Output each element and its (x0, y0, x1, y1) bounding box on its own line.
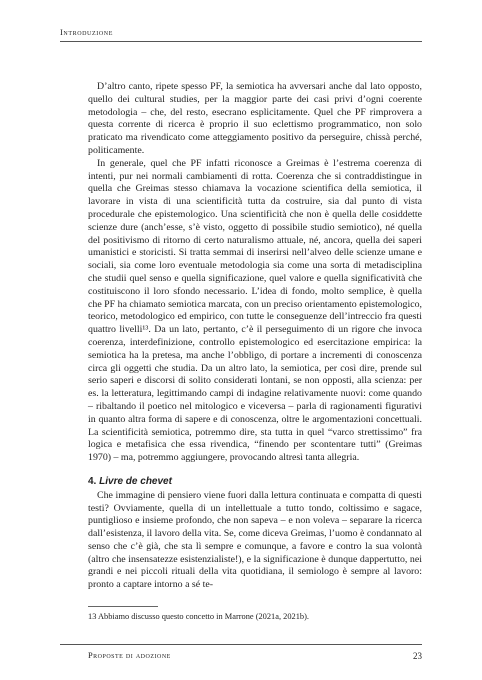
footnote-divider (88, 606, 158, 607)
footnote: 13 Abbiamo discusso questo concetto in Marrone (2021a, 2021b). (88, 612, 309, 621)
paragraph-3: Che immagine di pensiero viene fuori dalla lettura continuata e compatta di questi testi? Ovviamente, quella di un intellettuale a tutto tondo, coltissimo e sagace, puntiglioso e insieme profondo, che non sapeva – e non voleva – separare la ricerca dall’esistenza, il lavoro della vita. Se, come diceva Greimas, l’uomo è condannato al senso che c’è già, che sta lì sempre e comunque, a favore e contro la sua volontà (altro che insensatezze esistenzialiste!), e la significazione è dunque dappertutto, nei grandi e nei piccoli rituali della vita quotidiana, il semiologo è sempre al lavoro: pronto a captare intorno a sé te- (88, 489, 422, 591)
paragraph-2: In generale, quel che PF infatti riconosce a Greimas è l’estrema coerenza di intenti, pur nei normali cambiamenti di rotta. Coerenza che si contraddistingue in quella che Greimas stesso chiamava la vocazione scientifica della semiotica, il lavorare in vista di una scientificità tutta da costruire, sia dal punto di vista procedurale che epistemologico. Una scientificità che non è quella delle cosiddette scienze dure (anch’esse, s’è visto, oggetto di possibile studio semiotico), né quella del positivismo di ritorno di certo naturalismo attuale, né, ancora, quella dei saperi umanistici e storicisti. Si tratta semmai di inserirsi nell’alveo delle scienze umane e sociali, sia come loro eventuale metodologia sia come una sorta di metadisciplina che studii quel senso e quella significazione, quel valore e quella significatività che costituiscono il loro sfondo necessario. L’idea di fondo, molto semplice, è quella che PF ha chiamato semiotica marcata, con un preciso orientamento epistemologico, teorico, metodologico ed empirico, con tutte le conseguenze dell’intreccio fra questi quattro livelli¹³. Da un lato, pertanto, c’è il perseguimento di un rigore che invoca coerenza, interdefinizione, controllo epistemologico ed esercitazione empirica: la semiotica ha la pretesa, ma anche l’obbligo, di portare a incrementi di conoscenza circa gli oggetti che studia. Da un altro lato, la semiotica, per così dire, prende sul serio saperi e discorsi di solito considerati lontani, se non opposti, alla scienza: per es. la letteratura, legittimando campi di indagine relativamente nuovi: come quando – ribaltando il poetico nel mitologico e viceversa – parla di ragionamenti figurativi in quanto altra forma di sapere e di conoscenza, oltre le argomentazioni concettuali. La scientificità semiotica, potremmo dire, sta tutta in quel “varco strettissimo” fra logica e metafisica che essa rivendica, “finendo per scontentare tutti” (Greimas 1970) – ma, potremmo aggiungere, provocando altresì tanta allegria. (88, 157, 422, 464)
paragraph-1: D’altro canto, ripete spesso PF, la semiotica ha avversari anche dal lato opposto, quello dei cultural studies, per la maggior parte dei casi privi d’ogni coerente metodologia – che, del resto, esecrano esplicitamente. Quel che PF rimprovera a questa corrente di ricerca è proprio il suo eclettismo programmatico, non solo praticato ma rivendicato come atteggiamento positivo da perseguire, chissà perché, politicamente. (88, 81, 422, 156)
footer-divider (60, 644, 422, 645)
main-text (88, 81, 422, 592)
section-heading (88, 476, 422, 489)
section-title: Livre de chevet (99, 475, 172, 487)
header-divider (60, 41, 422, 42)
running-foot: Proposte di adozione (88, 651, 171, 660)
page-number: 23 (413, 651, 422, 661)
running-head: Introduzione (60, 28, 113, 37)
section-number: 4. (88, 475, 97, 487)
